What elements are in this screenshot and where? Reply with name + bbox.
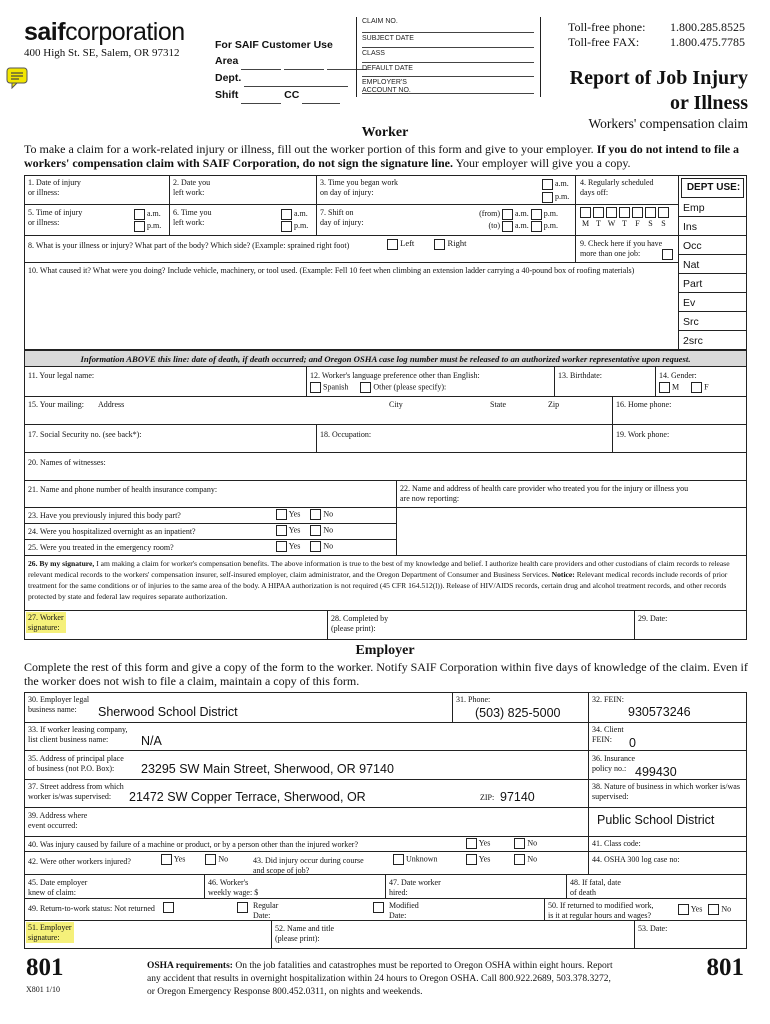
day-label: T [596, 219, 601, 228]
date-employer-knew-field[interactable]: 45. Date employer knew of claim: [28, 878, 88, 897]
auth-notice: Notice: [551, 570, 575, 579]
dept-use-box [679, 175, 747, 350]
left-am-checkbox[interactable] [281, 209, 292, 220]
rule [24, 722, 747, 723]
mailing-city-field[interactable]: City [389, 400, 403, 409]
title-line-2: or Illness [670, 92, 748, 114]
gender-f-checkbox[interactable] [691, 382, 702, 393]
subject-date-field[interactable] [362, 33, 534, 48]
worker-intro-tail: Your employer will give you a copy. [455, 156, 631, 170]
rule [24, 262, 679, 263]
rule [316, 424, 317, 452]
to-am-checkbox[interactable] [502, 221, 513, 232]
q40-label: 40. Was injury caused by failure of a machine or product, or by a person other than the injured worker? [28, 840, 358, 849]
rule [24, 480, 747, 481]
modified-date-field[interactable]: Modified Date: [389, 901, 419, 920]
rule [24, 424, 747, 425]
osha-log-field[interactable]: 44. OSHA 300 log case no: [592, 855, 680, 864]
employer-name-value[interactable]: Sherwood School District [98, 705, 238, 719]
worker-heading: Worker [361, 125, 409, 140]
auth-text-b: Relevant medical records include records of prior treatment for the same conditions or of injuries to the same area of the body. A HIPAA authorization is not required (45 CFR 164.512(l)). Release of HIV/AIDS records, certain drug and alcohol treatment records, and other records protected by state and federal law requires separate authorization. [28, 570, 728, 601]
dept-src[interactable]: Src [679, 312, 746, 331]
am-label: a.m. [294, 209, 308, 218]
worker-date-field[interactable]: 29. Date: [638, 614, 668, 623]
yes-label: Yes [478, 854, 491, 864]
no-label: No [527, 838, 538, 848]
auth-bold: 26. By my signature, [28, 559, 95, 568]
gender-m-checkbox[interactable] [659, 382, 670, 393]
dept-emp[interactable]: Emp [679, 200, 746, 217]
area-field-2[interactable] [284, 53, 324, 70]
q43-unknown-option [393, 854, 438, 865]
supervised-address-value[interactable]: 21472 SW Copper Terrace, Sherwood, OR [129, 790, 366, 804]
birthdate-field[interactable]: 13. Birthdate: [558, 371, 602, 380]
no-label: No [721, 904, 732, 914]
rule [24, 779, 747, 780]
regular-date-field[interactable]: Regular Date: [253, 901, 279, 920]
authorization-text [28, 558, 744, 602]
left-pm-checkbox[interactable] [281, 221, 292, 232]
rule [452, 692, 453, 722]
rule [24, 523, 396, 524]
rule [24, 836, 747, 837]
dept-use-title: DEPT USE: [681, 178, 744, 198]
q23-yes-checkbox[interactable] [276, 509, 287, 520]
rule [634, 920, 635, 949]
logo-bold: saif [24, 18, 66, 46]
form-code: X801 1/10 [26, 985, 60, 994]
shift-label: Shift [215, 89, 239, 101]
area-field-1[interactable] [241, 53, 281, 70]
q40-yes-checkbox[interactable] [466, 838, 477, 849]
cc-label: CC [284, 89, 300, 101]
claim-no-label: CLAIM NO. [362, 18, 398, 25]
day-label: T [622, 219, 627, 228]
date-of-injury-field[interactable]: 1. Date of injury or illness: [28, 178, 81, 197]
rule [612, 396, 613, 452]
q25-no-checkbox[interactable] [310, 541, 321, 552]
pm-label: p.m. [543, 209, 559, 218]
fein-value[interactable]: 930573246 [628, 705, 691, 719]
weekly-wage-field[interactable]: 46. Worker's weekly wage: $ [208, 878, 259, 897]
no-label: No [323, 509, 334, 519]
fax-label: Toll-free FAX: [568, 35, 640, 49]
phone-value: 1.800.285.8525 [670, 20, 745, 34]
injury-ampm [134, 208, 161, 232]
yes-label: Yes [288, 509, 301, 519]
gender-field[interactable]: 14. Gender: [659, 371, 697, 380]
day-s-checkbox[interactable] [645, 207, 656, 218]
zip-label: ZIP: [480, 793, 495, 802]
q40-options [466, 838, 537, 849]
date-hired-field[interactable]: 47. Date worker hired: [389, 878, 441, 897]
pm-label: p.m. [147, 221, 162, 230]
osha-text: On the job fatalities and catastrophes must be reported to Oregon OSHA within eight hours. Report any accident that results in overnight hospitalization within 24 hours to Oregon OSHA. Call 800.922.2689, 503.378.3272, or Oregon Emergency Response 800.452.0311, on nights and weekends. [147, 961, 613, 997]
q43-no-checkbox[interactable] [514, 854, 525, 865]
q42-no-checkbox[interactable] [205, 854, 216, 865]
form-number-right: 801 [706, 954, 744, 981]
day-w-checkbox[interactable] [606, 207, 617, 218]
area-label: Area [215, 55, 239, 67]
dept-field[interactable] [244, 70, 348, 87]
leasing-company-label: 33. If worker leasing company, list client business name: [28, 725, 128, 744]
rule [24, 920, 747, 921]
claim-no-field[interactable] [362, 18, 534, 33]
other-language-checkbox[interactable] [360, 382, 371, 393]
dept-ins[interactable]: Ins [679, 217, 746, 236]
days-off-checkboxes [580, 207, 669, 228]
spanish-checkbox[interactable] [310, 382, 321, 393]
name-title-field[interactable]: 52. Name and title (please print): [275, 924, 335, 943]
unknown-label: Unknown [406, 854, 438, 864]
rule [24, 204, 679, 205]
form-subtitle: Workers' compensation claim [588, 116, 748, 131]
logo-rest: corporation [65, 18, 185, 46]
q43-options [466, 854, 537, 865]
work-phone-field[interactable]: 19. Work phone: [616, 430, 670, 439]
q25-yes-checkbox[interactable] [276, 541, 287, 552]
q40-no-checkbox[interactable] [514, 838, 525, 849]
cc-field[interactable] [302, 87, 340, 104]
from-label: (from) [479, 209, 500, 218]
day-su-checkbox[interactable] [658, 207, 669, 218]
am-label: a.m. [515, 221, 529, 230]
rule [316, 175, 317, 235]
began-pm-checkbox[interactable] [542, 192, 553, 203]
rule [544, 898, 545, 920]
am-label: a.m. [515, 209, 529, 218]
from-am-checkbox[interactable] [502, 209, 513, 220]
left-right-choice [387, 238, 466, 250]
rule [204, 874, 205, 898]
rule [306, 367, 307, 396]
ssn-field[interactable]: 17. Social Security no. (see back*): [28, 430, 142, 439]
q42-label: 42. Were other workers injured? [28, 857, 131, 866]
insurance-policy-label: 36. Insurance policy no.: [592, 754, 636, 773]
saif-logo [24, 18, 185, 46]
q24-options [276, 525, 333, 536]
rule [24, 851, 747, 852]
mailing-zip-field[interactable]: Zip [548, 400, 560, 409]
q50-yes-checkbox[interactable] [678, 904, 689, 915]
day-m-checkbox[interactable] [580, 207, 591, 218]
q43-label: 43. Did injury occur during course and scope of job? [253, 856, 364, 875]
class-field[interactable] [362, 48, 534, 63]
q50-no-checkbox[interactable] [708, 904, 719, 915]
time-left-work-field[interactable]: 6. Time you left work: [173, 208, 212, 227]
yes-label: Yes [478, 838, 491, 848]
q24-no-checkbox[interactable] [310, 525, 321, 536]
am-label: a.m. [555, 179, 569, 188]
mailing-label: 15. Your mailing: [28, 400, 85, 409]
day-f-checkbox[interactable] [632, 207, 643, 218]
no-label: No [323, 525, 334, 535]
injury-am-checkbox[interactable] [134, 209, 145, 220]
employer-name-label: 30. Employer legal business name: [28, 695, 90, 714]
injury-pm-checkbox[interactable] [134, 221, 145, 232]
q23-no-checkbox[interactable] [310, 509, 321, 520]
rule [24, 898, 747, 899]
for-saif-label: For SAIF Customer Use [215, 39, 333, 51]
completed-by-field[interactable]: 28. Completed by (please print): [331, 614, 389, 633]
day-label: S [661, 219, 666, 228]
shift-field[interactable] [241, 87, 281, 104]
rule [24, 807, 747, 808]
q25-options [276, 541, 333, 552]
yes-label: Yes [288, 525, 301, 535]
shift-day-field[interactable]: 7. Shift on day of injury: [320, 208, 364, 227]
rule [655, 367, 656, 396]
saif-customer-use-block [215, 37, 367, 104]
zip-value[interactable]: 97140 [500, 790, 535, 804]
rule [385, 874, 386, 898]
q50-options [678, 904, 731, 915]
insurance-policy-value[interactable]: 499430 [635, 765, 677, 779]
fein-label: 32. FEIN: [592, 695, 624, 704]
worker-intro-bold: If you do not intend to file a workers' compensation claim with SAIF Corporation, do not sign the signature line. [24, 142, 740, 170]
employer-phone-label: 31. Phone: [456, 695, 491, 704]
employer-intro: Complete the rest of this form and give a copy of the form to the worker. Notify SAIF Corporation within five days of knowledge of the claim. Even if the worker does not wish to file a claim, maintain a copy of this form. [24, 660, 748, 688]
from-pm-checkbox[interactable] [531, 209, 542, 220]
to-label: (to) [488, 221, 500, 230]
rule [169, 175, 170, 235]
regular-checkbox[interactable] [237, 902, 248, 913]
day-th-checkbox[interactable] [619, 207, 630, 218]
event-address-field[interactable]: 39. Address where event occurred: [28, 811, 88, 830]
employer-date-field[interactable]: 53. Date: [638, 924, 668, 933]
employer-heading: Employer [355, 643, 415, 658]
title-line-1: Report of Job Injury [569, 67, 748, 89]
am-label: a.m. [147, 209, 161, 218]
employer-phone-value[interactable]: (503) 825-5000 [475, 706, 561, 720]
subject-date-label: SUBJECT DATE [362, 35, 414, 42]
q23-label: 23. Have you previously injured this body part? [28, 511, 181, 520]
not-returned-checkbox[interactable] [163, 902, 174, 913]
day-t-checkbox[interactable] [593, 207, 604, 218]
class-label: CLASS [362, 50, 385, 57]
no-label: No [527, 854, 538, 864]
dept-2src[interactable]: 2src [683, 335, 703, 347]
default-date-label: DEFAULT DATE [362, 65, 413, 72]
day-label: M [581, 219, 590, 228]
rule [24, 555, 747, 556]
no-label: No [323, 541, 334, 551]
day-label: F [635, 219, 640, 228]
rule [24, 539, 396, 540]
language-pref-field[interactable]: 12. Worker's language preference other than English: [310, 371, 480, 380]
occupation-field[interactable]: 18. Occupation: [320, 430, 372, 439]
default-date-field[interactable] [362, 63, 534, 77]
info-bar: Information ABOVE this line: date of death, if death occurred; and Oregon OSHA case log number must be released to an authorized worker representative upon request. [24, 350, 747, 367]
gender-options [659, 382, 709, 393]
to-pm-checkbox[interactable] [531, 221, 542, 232]
dept-ev[interactable]: Ev [679, 293, 746, 312]
yes-label: Yes [288, 541, 301, 551]
rule [554, 367, 555, 396]
worker-intro [24, 142, 750, 170]
q25-label: 25. Were you treated in the emergency room? [28, 543, 174, 552]
client-fein-value[interactable]: 0 [629, 736, 636, 750]
rule [24, 610, 747, 611]
left-checkbox[interactable] [387, 239, 398, 250]
date-left-work-field[interactable]: 2. Date you left work: [173, 178, 211, 197]
contact-block [568, 20, 745, 50]
q42-yes-checkbox[interactable] [161, 854, 172, 865]
rule [271, 920, 272, 949]
began-am-checkbox[interactable] [542, 179, 553, 190]
what-caused-field[interactable]: 10. What caused it? What were you doing? Include vehicle, machinery, or tool used. (Example: Fell 10 feet when climbing an extension ladder carrying a 40-pound box of roofing materials) [28, 266, 635, 275]
rule [575, 175, 576, 262]
mailing-address-field[interactable]: Address [98, 400, 125, 409]
q23-options [276, 509, 333, 520]
supervised-address-label: 37. Street address from which worker is/was supervised: [28, 782, 124, 801]
rule [24, 452, 747, 453]
company-address: 400 High St. SE, Salem, OR 97312 [24, 47, 180, 59]
claim-block [362, 18, 534, 94]
gender-f-label: F [704, 382, 709, 392]
worker-intro-plain: To make a claim for a work-related injury or illness, fill out the worker portion of this form and give to your employer. [24, 142, 594, 156]
mailing-state-field[interactable]: State [490, 400, 506, 409]
class-code-field[interactable]: 41. Class code: [592, 839, 641, 848]
rtw-status-label: 49. Return-to-work status: Not returned [28, 904, 155, 913]
leasing-company-value[interactable]: N/A [141, 734, 162, 748]
right-checkbox[interactable] [434, 239, 445, 250]
date-of-death-field[interactable]: 48. If fatal, date of death [570, 878, 621, 897]
rule [588, 692, 589, 836]
right-label: Right [447, 238, 467, 248]
nature-of-business-value[interactable]: Public School District [597, 813, 715, 827]
principal-address-label: 35. Address of principal place of business (not P.O. Box): [28, 754, 124, 773]
q24-yes-checkbox[interactable] [276, 525, 287, 536]
left-work-ampm [281, 208, 308, 232]
pm-label: p.m. [555, 192, 570, 201]
spanish-label: Spanish [323, 382, 349, 392]
q42-options [161, 854, 228, 865]
nature-of-business-label: 38. Nature of business in which worker is/was supervised: [592, 782, 740, 801]
rule [634, 610, 635, 640]
days-off-field[interactable]: 4. Regularly scheduled days off: [580, 178, 654, 197]
osha-requirements [147, 960, 617, 999]
witnesses-field[interactable]: 20. Names of witnesses: [28, 458, 106, 467]
rule [588, 836, 589, 874]
health-insurance-field[interactable]: 21. Name and phone number of health insurance company: [28, 485, 218, 494]
rule [24, 235, 679, 236]
note-icon[interactable] [6, 67, 28, 87]
dept-nat[interactable]: Nat [679, 255, 746, 274]
rule [24, 507, 747, 508]
time-of-injury-field[interactable]: 5. Time of injury or illness: [28, 208, 83, 227]
more-than-one-job-field[interactable]: 9. Check here if you have more than one job: [580, 239, 663, 258]
health-provider-field[interactable]: 22. Name and address of health care provider who treated you for the injury or illness you are now reporting: [400, 484, 689, 503]
dept-label: Dept. [215, 72, 242, 84]
phone-label: Toll-free phone: [568, 20, 646, 34]
employers-account-field[interactable] [362, 77, 534, 94]
day-label: S [648, 219, 653, 228]
home-phone-field[interactable]: 16. Home phone: [616, 400, 672, 409]
header-divider-2 [540, 17, 541, 97]
time-began-work-field[interactable]: 3. Time you began work on day of injury: [320, 178, 398, 197]
principal-address-value[interactable]: 23295 SW Main Street, Sherwood, OR 97140 [141, 762, 394, 776]
time-began-ampm [542, 178, 569, 203]
rule [396, 480, 397, 555]
employer-signature-field[interactable]: 51. Employer signature: [28, 923, 72, 942]
form-title [570, 66, 748, 116]
employers-account-label: EMPLOYER'S ACCOUNT NO. [362, 79, 411, 94]
other-language-label: Other (please specify): [373, 382, 447, 392]
dept-part[interactable]: Part [679, 274, 746, 293]
modified-checkbox[interactable] [373, 902, 384, 913]
rule [24, 750, 747, 751]
yes-label: Yes [690, 904, 703, 914]
left-label: Left [400, 238, 415, 248]
rule [327, 610, 328, 640]
dept-occ[interactable]: Occ [679, 236, 746, 255]
q43-unknown-checkbox[interactable] [393, 854, 404, 865]
auth-text-a: I am making a claim for worker's compensation benefits. The above information is true to the best of my knowledge and belief. I authorize health care providers and other custodians of claim records to release relevant medical records to the workers' compensation insurer, self-insured employer, claim administrator, and the Oregon Department of Consumer and Business Services. [28, 559, 730, 579]
illness-injury-field[interactable]: 8. What is your illness or injury? What part of the body? Which side? (Example: sprained right foot) [28, 241, 350, 250]
legal-name-field[interactable]: 11. Your legal name: [28, 371, 95, 380]
q43-yes-checkbox[interactable] [466, 854, 477, 865]
q50-label: 50. If returned to modified work, is it at regular hours and wages? [548, 901, 654, 920]
q24-label: 24. Were you hospitalized overnight as an inpatient? [28, 527, 196, 536]
day-label: W [607, 219, 616, 228]
rule [566, 874, 567, 898]
client-fein-label: 34. Client FEIN: [592, 725, 624, 744]
form-number: 801 [26, 954, 64, 981]
pm-label: p.m. [543, 221, 559, 230]
shift-from-to [470, 208, 575, 232]
fax-value: 1.800.475.7785 [670, 35, 745, 49]
gender-m-label: M [672, 382, 680, 392]
worker-signature-field[interactable]: 27. Worker signature: [28, 613, 64, 632]
pm-label: p.m. [294, 221, 309, 230]
more-than-one-job-checkbox[interactable] [662, 249, 673, 260]
language-options [310, 382, 446, 393]
rule [24, 396, 747, 397]
header-divider-1 [356, 17, 357, 97]
osha-bold: OSHA requirements: [147, 961, 233, 971]
no-label: No [218, 854, 229, 864]
yes-label: Yes [173, 854, 186, 864]
